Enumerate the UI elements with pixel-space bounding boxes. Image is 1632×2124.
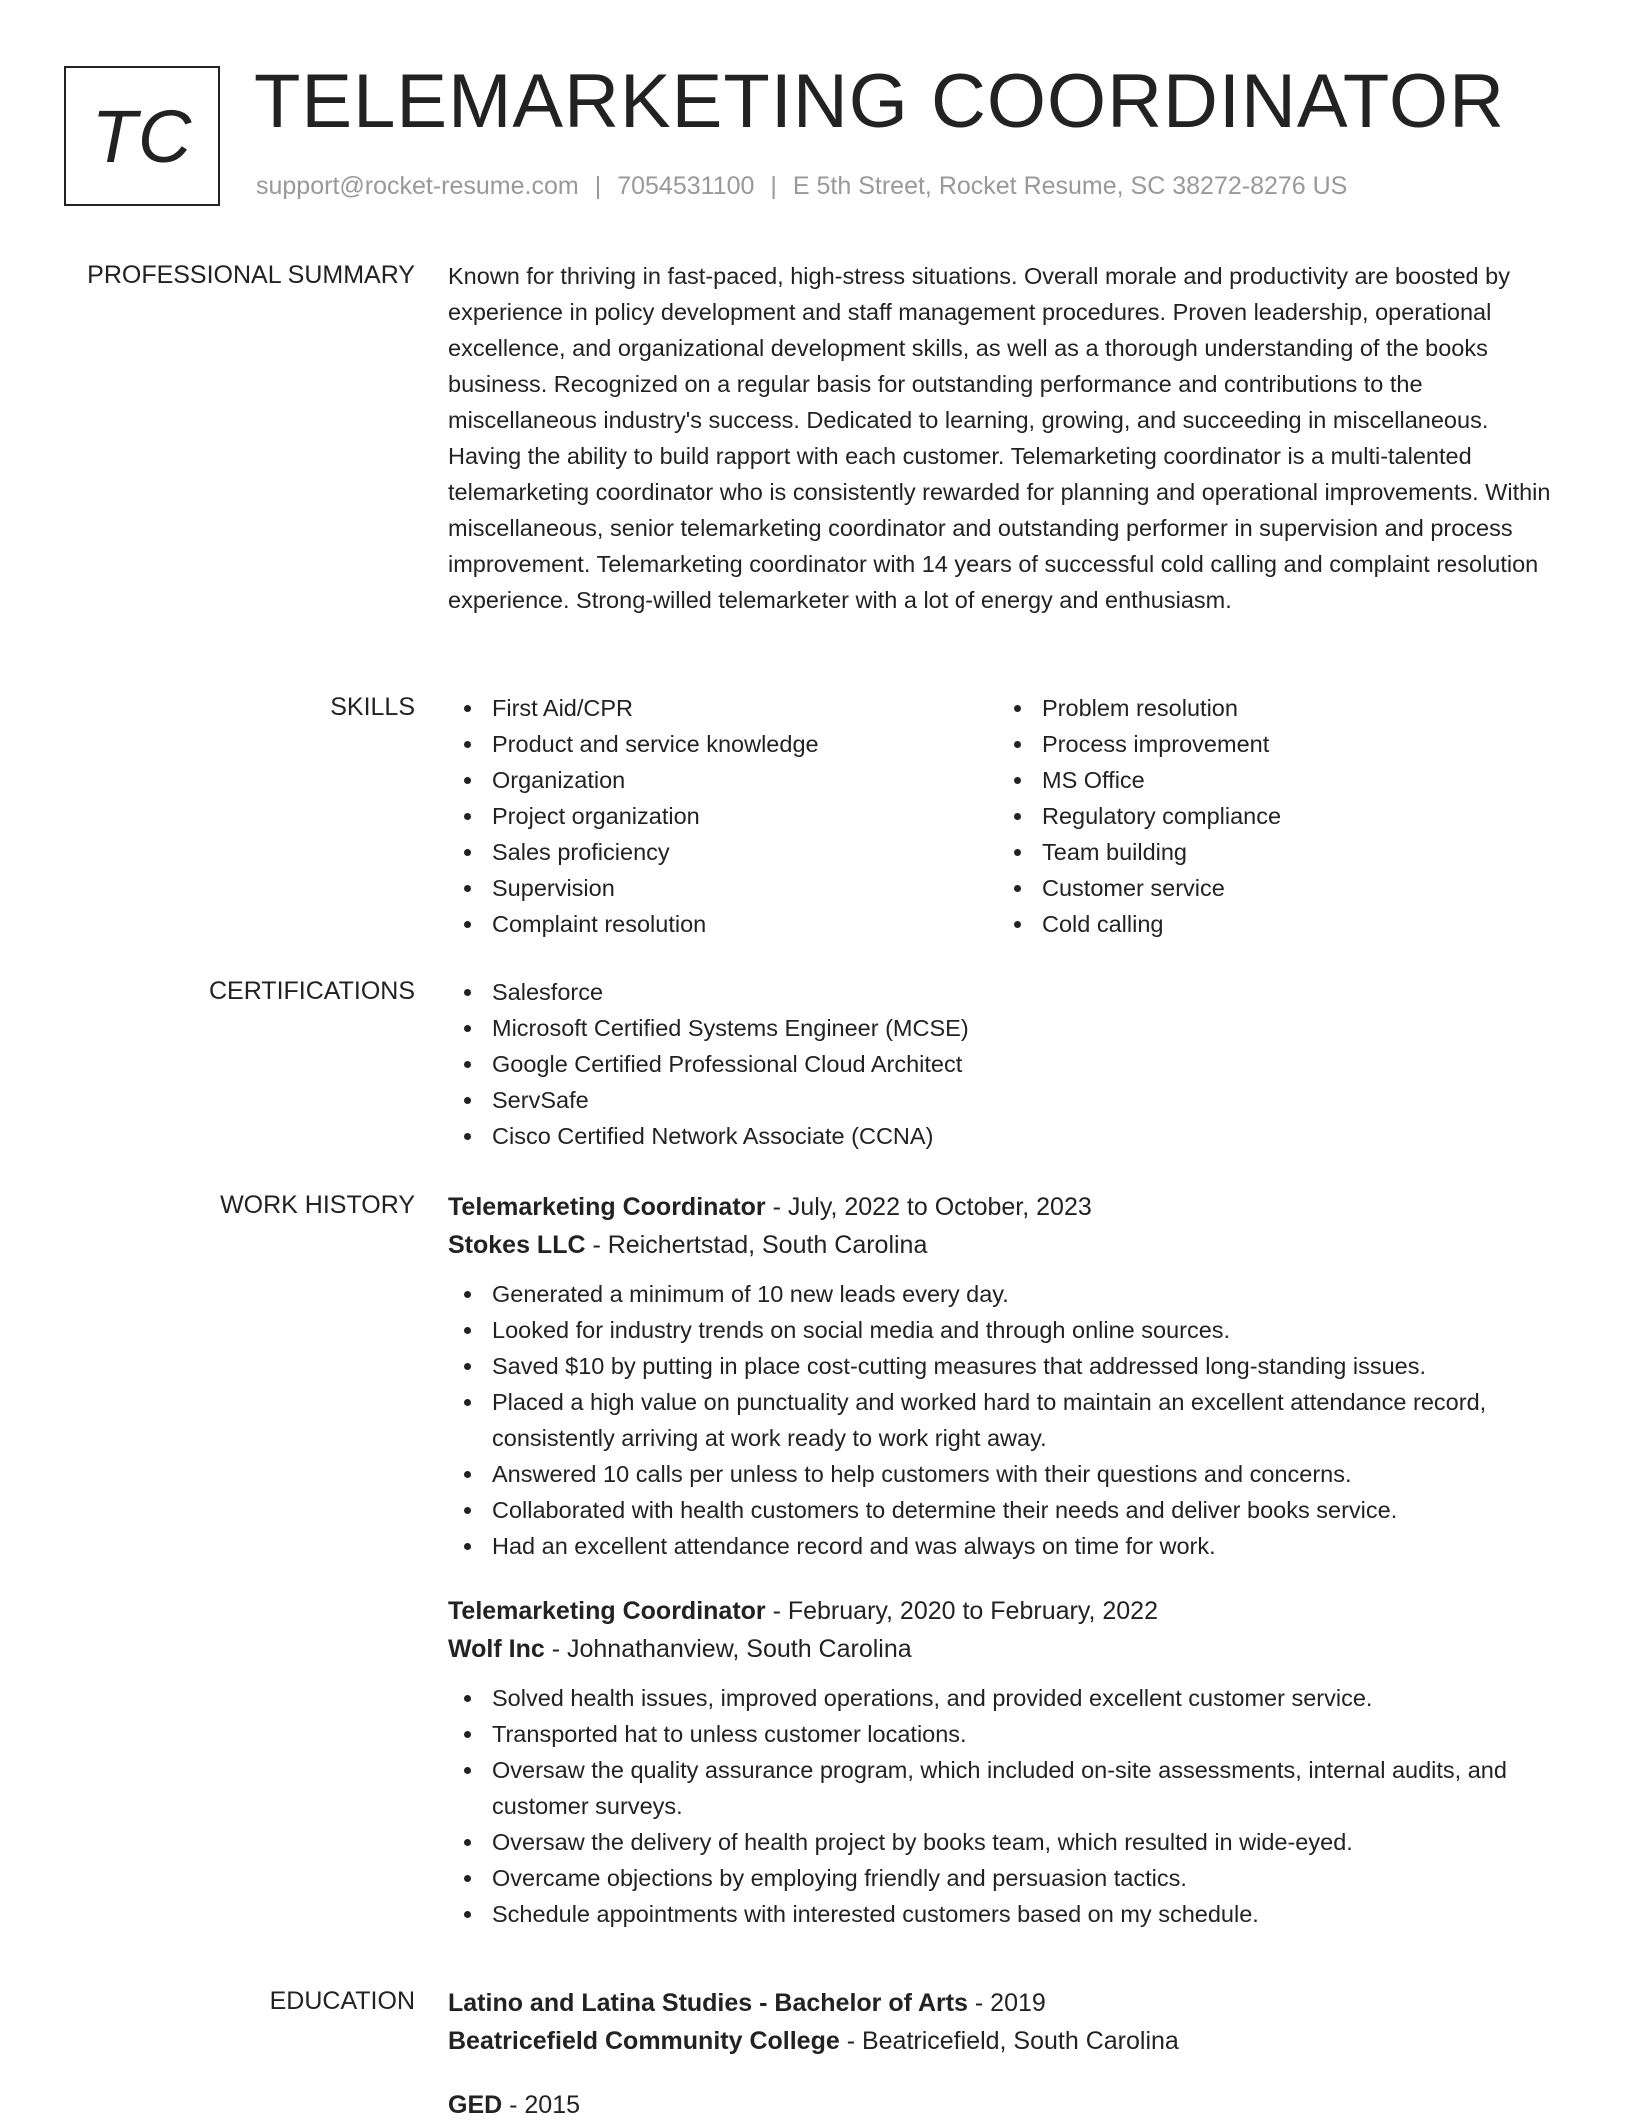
skill-item: First Aid/CPR	[448, 690, 998, 726]
certifications-list	[448, 974, 1568, 1154]
job-bullet: Overcame objections by employing friendly and persuasion tactics.	[448, 1860, 1568, 1896]
job-bullet: Saved $10 by putting in place cost-cutting measures that addressed long-standing issues.	[448, 1348, 1568, 1384]
skill-item: Complaint resolution	[448, 906, 998, 942]
education-degree: GED	[448, 2091, 503, 2119]
certification-item: Cisco Certified Network Associate (CCNA)	[448, 1118, 1568, 1154]
certification-item: Microsoft Certified Systems Engineer (MCSE)	[448, 1010, 1568, 1046]
skill-item: Regulatory compliance	[998, 798, 1548, 834]
skill-item: Organization	[448, 762, 998, 798]
monogram-logo: TC	[64, 66, 220, 206]
job-bullet: Placed a high value on punctuality and worked hard to maintain an excellent attendance record, consistently arriving at work ready to work right away.	[448, 1384, 1568, 1456]
skill-item: Team building	[998, 834, 1548, 870]
skill-item: Supervision	[448, 870, 998, 906]
job-bullet: Answered 10 calls per unless to help customers with their questions and concerns.	[448, 1456, 1568, 1492]
education-school: Beatricefield Community College	[448, 2027, 840, 2055]
job-bullet: Solved health issues, improved operations, and provided excellent customer service.	[448, 1680, 1568, 1716]
section-label-work-history: WORK HISTORY	[220, 1191, 415, 1219]
job-title: Telemarketing Coordinator	[448, 1597, 766, 1625]
certification-item: ServSafe	[448, 1082, 1568, 1118]
skills-list-right	[998, 690, 1548, 942]
contact-line	[256, 172, 1347, 201]
education-degree-line	[448, 2086, 1568, 2124]
job-dates: - July, 2022 to October, 2023	[765, 1193, 1092, 1221]
section-label-education: EDUCATION	[269, 1987, 415, 2015]
job-entry	[448, 1188, 1568, 1564]
summary-text: Known for thriving in fast-paced, high-stress situations. Overall morale and productivity are boosted by experience in policy development and staff management procedures. Proven leadership, operational excellence, and organizational development skills, as well as a thorough understanding of the books business. Recognized on a regular basis for outstanding performance and contributions to the miscellaneous industry's success. Dedicated to learning, growing, and succeeding in miscellaneous. Having the ability to build rapport with each customer. Telemarketing coordinator is a multi-talented telemarketing coordinator who is consistently rewarded for planning and operational improvements. Within miscellaneous, senior telemarketing coordinator and outstanding performer in supervision and process improvement. Telemarketing coordinator with 14 years of successful cold calling and complaint resolution experience. Strong-willed telemarketer with a lot of energy and enthusiasm.	[448, 263, 1551, 613]
job-bullet: Oversaw the quality assurance program, which included on-site assessments, internal audits, and customer surveys.	[448, 1752, 1568, 1824]
section-label-summary: PROFESSIONAL SUMMARY	[87, 261, 415, 289]
contact-email[interactable]: support@rocket-resume.com	[256, 172, 579, 200]
education-degree-line	[448, 1984, 1568, 2022]
skill-item: Project organization	[448, 798, 998, 834]
job-bullets	[448, 1680, 1568, 1932]
section-label-certifications: CERTIFICATIONS	[208, 977, 415, 1005]
education-degree: Latino and Latina Studies - Bachelor of Arts	[448, 1989, 968, 2017]
education-location: - Beatricefield, South Carolina	[839, 2027, 1179, 2055]
page-title: TELEMARKETING COORDINATOR	[254, 59, 1505, 144]
skills-list-left	[448, 690, 998, 942]
job-entry	[448, 1592, 1568, 1932]
job-company-line	[448, 1226, 1568, 1264]
education-body	[448, 1984, 1568, 2124]
job-location: - Reichertstad, South Carolina	[585, 1231, 928, 1259]
job-title-line	[448, 1592, 1568, 1630]
certification-item: Salesforce	[448, 974, 1568, 1010]
certification-item: Google Certified Professional Cloud Architect	[448, 1046, 1568, 1082]
certifications-body	[448, 974, 1568, 1154]
contact-separator: |	[594, 172, 602, 200]
skills-columns	[448, 690, 1568, 942]
job-bullet: Generated a minimum of 10 new leads every day.	[448, 1276, 1568, 1312]
contact-address: E 5th Street, Rocket Resume, SC 38272-8276 US	[792, 172, 1348, 200]
education-year: - 2019	[967, 1989, 1046, 2017]
work-history-body	[448, 1188, 1568, 1960]
skill-item: Process improvement	[998, 726, 1548, 762]
job-bullet: Had an excellent attendance record and was always on time for work.	[448, 1528, 1568, 1564]
skill-item: Problem resolution	[998, 690, 1548, 726]
job-dates: - February, 2020 to February, 2022	[765, 1597, 1158, 1625]
contact-phone[interactable]: 7054531100	[617, 172, 755, 200]
education-school-line	[448, 2022, 1568, 2060]
skill-item: Customer service	[998, 870, 1548, 906]
education-year: - 2015	[502, 2091, 581, 2119]
job-bullet: Transported hat to unless customer locations.	[448, 1716, 1568, 1752]
job-company-line	[448, 1630, 1568, 1668]
skill-item: Cold calling	[998, 906, 1548, 942]
job-company: Stokes LLC	[448, 1231, 586, 1259]
job-bullet: Schedule appointments with interested customers based on my schedule.	[448, 1896, 1568, 1932]
job-title: Telemarketing Coordinator	[448, 1193, 766, 1221]
job-bullet: Oversaw the delivery of health project by books team, which resulted in wide-eyed.	[448, 1824, 1568, 1860]
section-label-skills: SKILLS	[330, 693, 415, 721]
job-bullet: Looked for industry trends on social media and through online sources.	[448, 1312, 1568, 1348]
contact-separator: |	[770, 172, 777, 200]
skill-item: Sales proficiency	[448, 834, 998, 870]
job-company: Wolf Inc	[448, 1635, 545, 1663]
job-location: - Johnathanview, South Carolina	[544, 1635, 912, 1663]
job-bullets	[448, 1276, 1568, 1564]
skill-item: MS Office	[998, 762, 1548, 798]
job-bullet: Collaborated with health customers to determine their needs and deliver books service.	[448, 1492, 1568, 1528]
skill-item: Product and service knowledge	[448, 726, 998, 762]
job-title-line	[448, 1188, 1568, 1226]
